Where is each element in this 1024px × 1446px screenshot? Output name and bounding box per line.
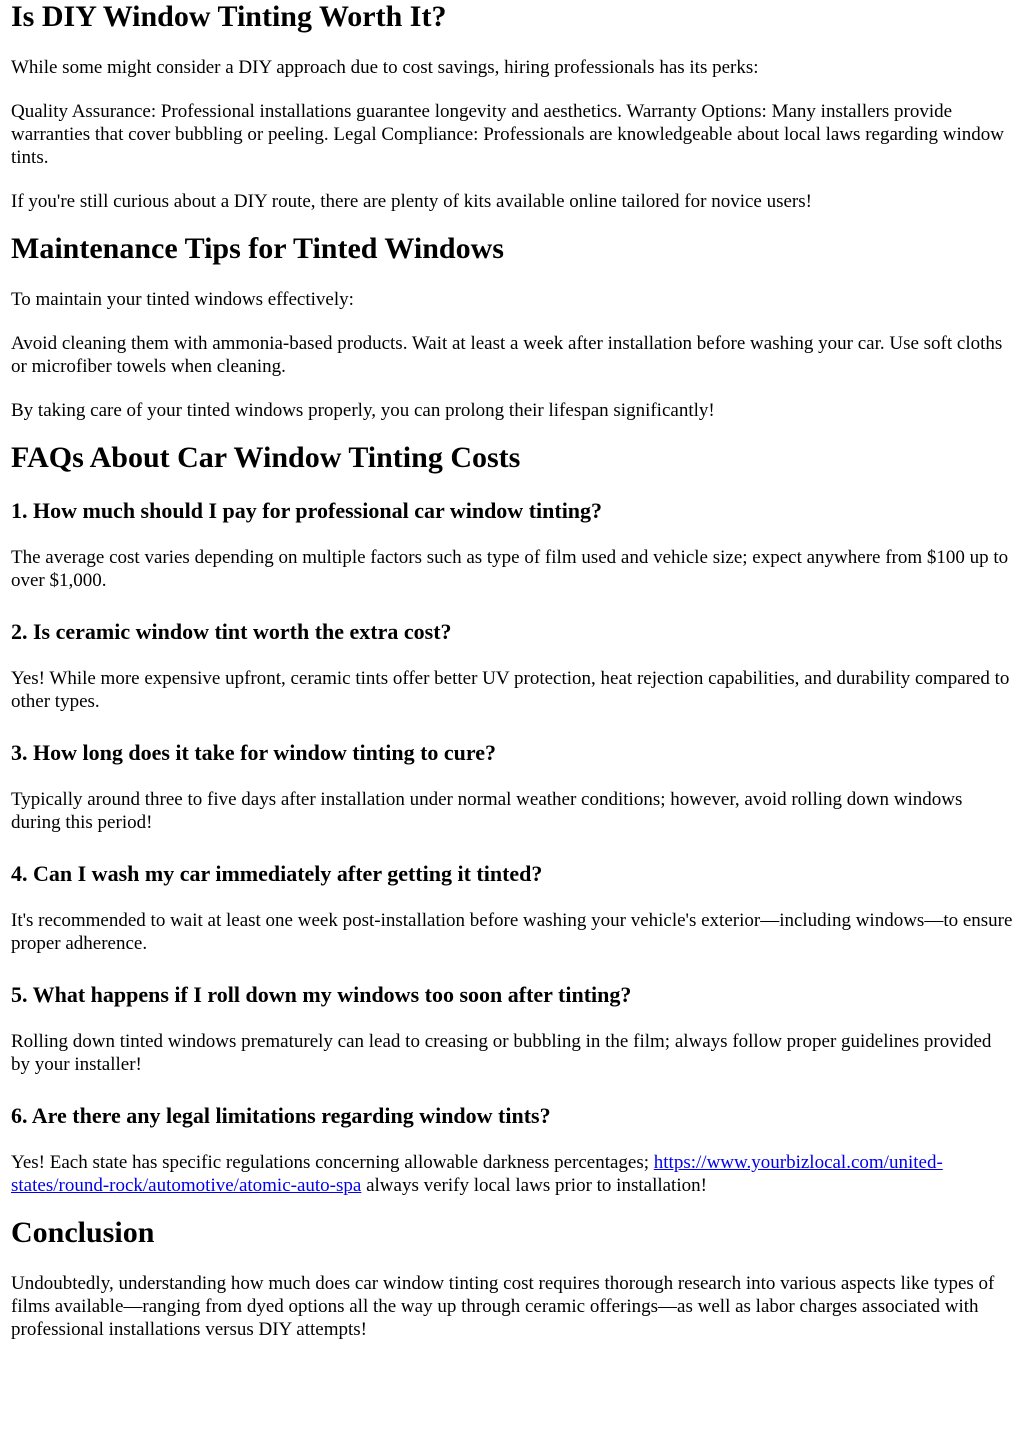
maintenance-outro-paragraph: By taking care of your tinted windows properly, you can prolong their lifespan significantly! (11, 400, 715, 421)
faq-answer-6-text-before: Yes! Each state has specific regulations concerning allowable darkness percentages; (11, 1152, 654, 1173)
faq-answer-6 (11, 1151, 1014, 1197)
faq-answer-1: The average cost varies depending on multiple factors such as type of film used and vehicle size; expect anywhere from $100 up to over $1,000. (11, 547, 1009, 591)
faq-question-1: 1. How much should I pay for professional car window tinting? (11, 498, 603, 523)
faq-question-4: 4. Can I wash my car immediately after getting it tinted? (11, 861, 543, 886)
conclusion-heading: Conclusion (11, 1216, 155, 1249)
maintenance-heading: Maintenance Tips for Tinted Windows (11, 232, 504, 265)
faq-question-6: 6. Are there any legal limitations regarding window tints? (11, 1103, 551, 1128)
diy-heading: Is DIY Window Tinting Worth It? (11, 0, 447, 33)
faq-question-5: 5. What happens if I roll down my windows too soon after tinting? (11, 982, 632, 1007)
faq-answer-5: Rolling down tinted windows prematurely can lead to creasing or bubbling in the film; always follow proper guidelines provided by your installer! (11, 1031, 992, 1075)
faqs-heading: FAQs About Car Window Tinting Costs (11, 441, 521, 474)
maintenance-tips-paragraph: Avoid cleaning them with ammonia-based products. Wait at least a week after installation before washing your car. Use soft cloths or microfiber towels when cleaning. (11, 333, 1003, 377)
business-link[interactable]: https://www.yourbizlocal.com/united-states/round-rock/automotive/atomic-auto-spa (11, 1152, 943, 1196)
faq-question-3: 3. How long does it take for window tinting to cure? (11, 740, 497, 765)
faq-answer-6-text-after: always verify local laws prior to installation! (361, 1175, 707, 1196)
maintenance-intro-paragraph: To maintain your tinted windows effectively: (11, 289, 354, 310)
conclusion-paragraph: Undoubtedly, understanding how much does car window tinting cost requires thorough research into various aspects like types of films available—ranging from dyed options all the way up through ceramic offerings—as well as labor charges associated with professional installations versus DIY attempts! (11, 1273, 995, 1340)
faq-answer-2: Yes! While more expensive upfront, ceramic tints offer better UV protection, heat rejection capabilities, and durability compared to other types. (11, 668, 1010, 712)
faq-answer-4: It's recommended to wait at least one week post-installation before washing your vehicle's exterior—including windows—to ensure proper adherence. (11, 910, 1013, 954)
faq-question-2: 2. Is ceramic window tint worth the extra cost? (11, 619, 452, 644)
diy-intro-paragraph: While some might consider a DIY approach due to cost savings, hiring professionals has its perks: (11, 57, 759, 78)
faq-answer-3: Typically around three to five days after installation under normal weather conditions; however, avoid rolling down windows during this period! (11, 789, 963, 833)
diy-kits-paragraph: If you're still curious about a DIY route, there are plenty of kits available online tailored for novice users! (11, 191, 812, 212)
diy-perks-paragraph: Quality Assurance: Professional installations guarantee longevity and aesthetics. Warranty Options: Many installers provide warranties that cover bubbling or peeling. Legal Compliance: Professionals are knowledgeable about local laws regarding window tints. (11, 101, 1004, 168)
